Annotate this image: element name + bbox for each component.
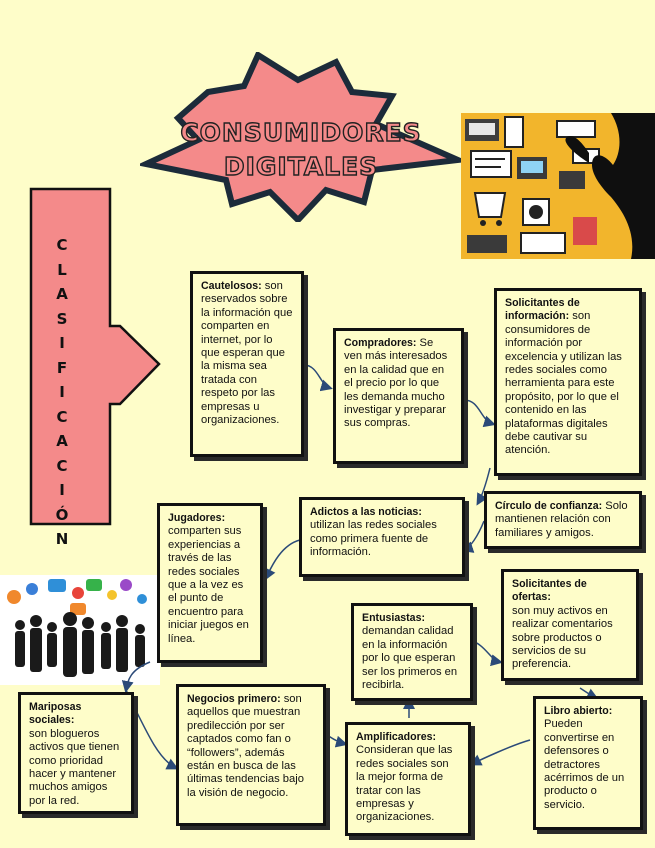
box-circulo-confianza bbox=[484, 491, 642, 549]
box-title: Adictos a las noticias: bbox=[310, 506, 422, 518]
box-cautelosos bbox=[190, 271, 304, 457]
box-negocios-primero bbox=[176, 684, 326, 826]
title-line-1: CONSUMIDORES bbox=[180, 118, 422, 147]
box-title: Compradores: bbox=[344, 337, 417, 349]
box-title: Negocios primero: bbox=[187, 693, 281, 705]
box-title: Solicitantes de información: bbox=[505, 297, 580, 323]
box-text: son aquellos que muestran predilección por ser captados como fan o “followers”, además están en busca de las últimas tendencias bajo la visión de negocio. bbox=[187, 693, 304, 799]
box-title: Amplificadores: bbox=[356, 731, 437, 743]
clasificacion-letter: I bbox=[59, 383, 65, 401]
clasificacion-letter: C bbox=[56, 236, 68, 254]
title-line-2: DIGITALES bbox=[223, 152, 379, 181]
box-title: Mariposas sociales: bbox=[29, 701, 82, 727]
clasificacion-letter: I bbox=[59, 481, 65, 499]
clasificacion-letter: A bbox=[56, 432, 68, 450]
box-text: demandan calidad en la información por lo que esperan ser los primeros en recibirla. bbox=[362, 625, 458, 692]
box-title: Libro abierto: bbox=[544, 705, 613, 717]
box-compradores bbox=[333, 328, 464, 464]
clasificacion-letter: N bbox=[55, 530, 69, 548]
clasificacion-letter: L bbox=[57, 260, 67, 279]
box-text: comparten sus experiencias a través de las redes sociales que a la vez es el punto de encuentro para iniciar juegos en línea. bbox=[168, 525, 249, 645]
box-libro-abierto bbox=[533, 696, 643, 830]
box-text: son muy activos en realizar comentarios sobre productos o servicios de su preferencia. bbox=[512, 604, 613, 671]
clasificacion-letter: C bbox=[56, 456, 68, 475]
box-text: Pueden convertirse en defensores o detractores acérrimos de un producto o servicio. bbox=[544, 718, 625, 811]
box-text: son consumidores de información por excelencia y utilizan las redes sociales como herramienta para este propósito, por lo que el contenido en las plataformas digitales debe cautivar su atención. bbox=[505, 310, 622, 457]
clasificacion-letter: Ó bbox=[55, 505, 69, 524]
box-title: Entusiastas: bbox=[362, 612, 425, 624]
box-entusiastas bbox=[351, 603, 473, 701]
clasificacion-letter: C bbox=[56, 407, 68, 426]
box-solicitantes-ofertas bbox=[501, 569, 639, 681]
box-text: Solo mantienen relación con familiares y amigos. bbox=[495, 500, 628, 539]
clasificacion-letter: I bbox=[59, 334, 65, 352]
box-text: son reservados sobre la información que comparten en internet, por lo que esperan que la misma sea tratada con respeto por las empresas u organizaciones. bbox=[201, 280, 293, 427]
box-jugadores bbox=[157, 503, 263, 663]
box-amplificadores bbox=[345, 722, 471, 836]
box-solicitantes-informacion bbox=[494, 288, 642, 476]
box-mariposas-sociales bbox=[18, 692, 134, 814]
clasificacion-letter: A bbox=[56, 285, 68, 303]
box-text: utilizan las redes sociales como primera fuente de información. bbox=[310, 519, 437, 559]
box-text: son blogueros activos que tienen como prioridad hacer y mantener muchos amigos por la red. bbox=[29, 727, 120, 807]
box-text: Se ven más interesados en la calidad que en el precio por lo que les demanda mucho investigar y preparar sus compras. bbox=[344, 337, 448, 430]
box-title: Jugadores: bbox=[168, 512, 226, 524]
box-title: Solicitantes de ofertas: bbox=[512, 578, 587, 604]
box-title: Cautelosos: bbox=[201, 280, 262, 292]
box-title: Círculo de confianza: bbox=[495, 500, 603, 512]
box-text: Consideran que las redes sociales son la mejor forma de tratar con las empresas y organizaciones. bbox=[356, 744, 453, 824]
box-adictos-noticias bbox=[299, 497, 465, 577]
clasificacion-letter: F bbox=[56, 358, 68, 377]
clasificacion-letter: S bbox=[56, 309, 68, 328]
